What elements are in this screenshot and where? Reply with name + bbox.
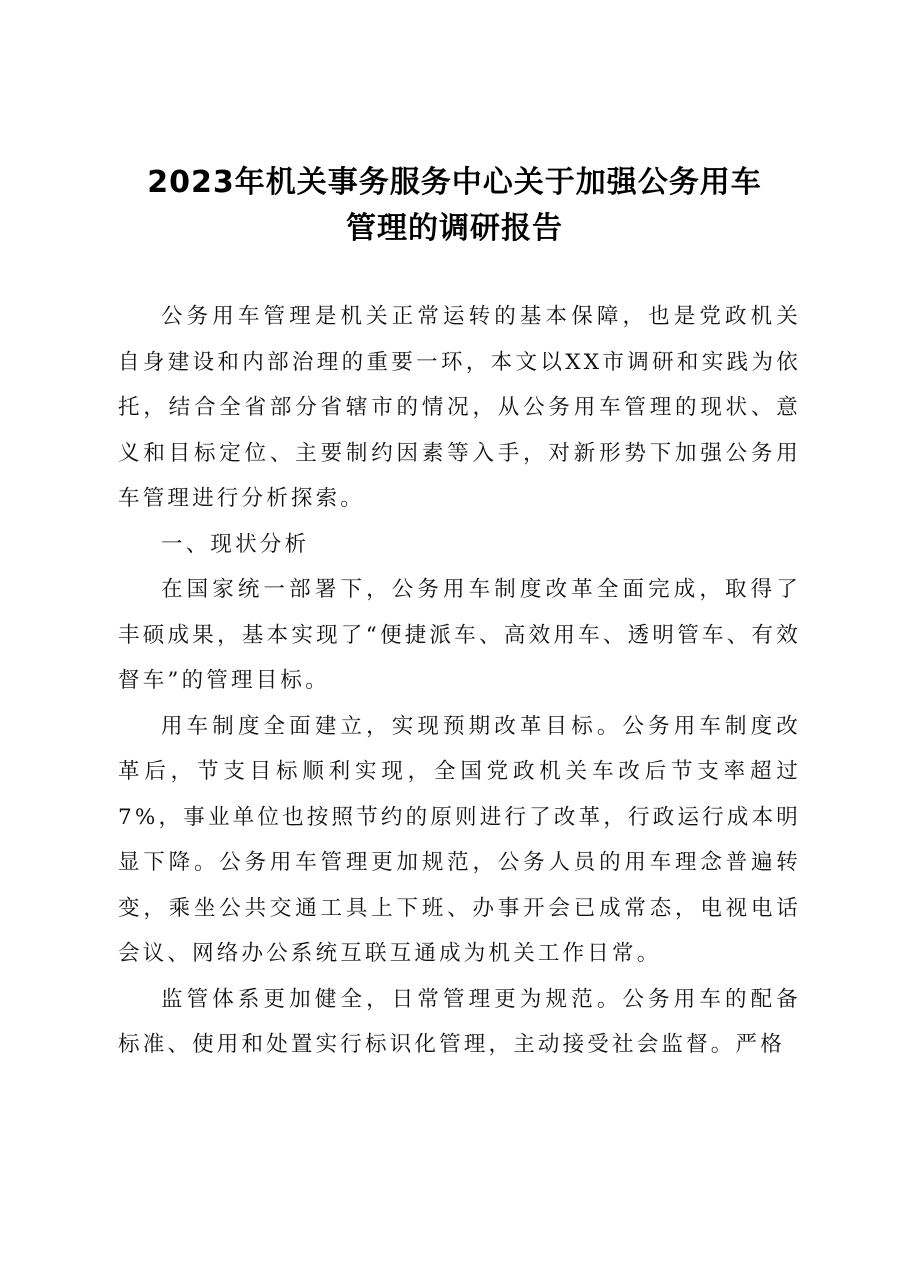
- intro-paragraph: 公务用车管理是机关正常运转的基本保障，也是党政机关自身建设和内部治理的重要一环，本文以XX市调研和实践为依托，结合全省部分省辖市的情况，从公务用车管理的现状、意义和目标定位、主要制约因素等入手，对新形势下加强公务用车管理进行分析探索。: [118, 304, 801, 511]
- document-body: [118, 294, 801, 1068]
- section-heading-status-analysis: 一、现状分析: [161, 531, 310, 557]
- document-title: [110, 160, 799, 252]
- title-line-2: 管理的调研报告: [346, 211, 563, 246]
- title-line-1: 2023年机关事务服务中心关于加强公务用车: [147, 165, 762, 200]
- paragraph-supervision: 监管体系更加健全，日常管理更为规范。公务用车的配备标准、使用和处置实行标识化管理，主动接受社会监督。严格: [118, 986, 801, 1057]
- paragraph-system-established: 用车制度全面建立，实现预期改革目标。公务用车制度改革后，节支目标顺利实现，全国党政机关车改后节支率超过7%，事业单位也按照节约的原则进行了改革，行政运行成本明显下降。公务用车管理更加规范，公务人员的用车理念普遍转变，乘坐公共交通工具上下班、办事开会已成常态，电视电话会议、网络办公系统互联互通成为机关工作日常。: [118, 713, 801, 966]
- paragraph-reform-results: 在国家统一部署下，公务用车制度改革全面完成，取得了丰硕成果，基本实现了“便捷派车、高效用车、透明管车、有效督车”的管理目标。: [118, 577, 801, 693]
